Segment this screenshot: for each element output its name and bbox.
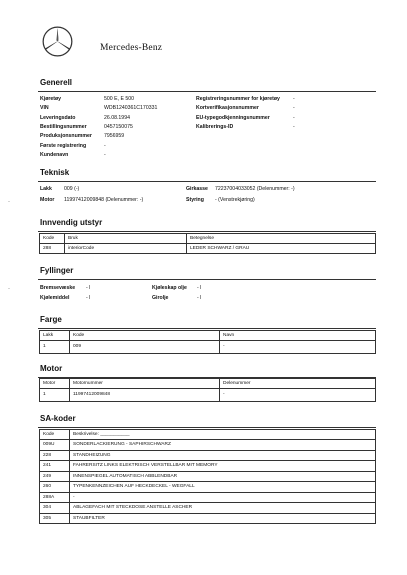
generell-field-value: 7956959 xyxy=(104,133,125,140)
table-header-row xyxy=(40,379,376,389)
table-row xyxy=(40,244,376,254)
table-cell: 1 xyxy=(40,389,70,402)
section-sa-koder xyxy=(38,414,376,428)
table-header-cell: Betegnelse xyxy=(187,234,376,244)
motor-value: 11997412009848 (Delenummer: -) xyxy=(64,197,144,203)
table-header-cell: Beskrivelse: ___________ xyxy=(70,430,376,440)
table-cell: STANDHEIZUNG xyxy=(70,450,376,461)
table-header-row xyxy=(40,430,376,440)
table-cell: 288 xyxy=(40,244,65,254)
table-header-cell: Navn xyxy=(220,331,376,341)
generell-field-value: - xyxy=(104,142,106,149)
kjoleskap-olje-value: - l xyxy=(197,285,202,291)
table-cell: STAUBFILTER xyxy=(70,513,376,524)
section-title: Generell xyxy=(40,78,73,87)
section-title: Motor xyxy=(40,364,63,373)
kjoleskap-olje-label: Kjøleskap olje xyxy=(152,285,187,291)
table-header-cell: Bruk xyxy=(65,234,187,244)
table-cell: 288A xyxy=(40,492,70,503)
brand-name: Mercedes-Benz xyxy=(100,43,163,53)
mercedes-star-logo-icon xyxy=(42,26,73,57)
table-header-cell: Motor xyxy=(40,379,70,389)
table-header-cell: Delenummer xyxy=(220,379,376,389)
table-header-cell: Kode xyxy=(70,331,220,341)
margin-mark: · xyxy=(8,199,10,205)
section-title: SA-koder xyxy=(40,414,76,423)
section-motor xyxy=(38,364,376,378)
table-cell: - xyxy=(220,389,376,402)
generell-field-label: Kortverifikasjonsnummer xyxy=(196,105,259,112)
generell-field-value: 500 E, E 500 xyxy=(104,96,134,102)
table-row xyxy=(40,450,376,461)
generell-field-value: - xyxy=(293,114,295,121)
generell-field-value: 0457150075 xyxy=(104,123,133,130)
girolje-label: Girolje xyxy=(152,295,169,301)
table-header-cell: Motornummer xyxy=(70,379,220,389)
generell-field-label: VIN xyxy=(40,105,49,112)
table-cell: TYPENKENNZEICHEN AUF HECKDECKEL - WEGFALL xyxy=(70,482,376,493)
girkasse-label: Girkasse xyxy=(186,186,208,192)
table-row xyxy=(40,492,376,503)
section-title: Farge xyxy=(40,315,62,324)
generell-field-label: Registreringsnummer for kjøretøy xyxy=(196,96,280,102)
table-cell: 241 xyxy=(40,461,70,472)
section-title: Teknisk xyxy=(40,168,70,177)
table-row xyxy=(40,482,376,493)
sa-koder-table xyxy=(39,429,376,524)
table-row xyxy=(40,471,376,482)
section-title: Innvendig utstyr xyxy=(40,218,103,227)
table-header-cell: Kode xyxy=(40,234,65,244)
styring-label: Styring xyxy=(186,197,204,203)
section-fyllinger xyxy=(38,266,376,280)
table-cell: INNENSPIEGEL AUTOMATISCH ABBLENDBAR xyxy=(70,471,376,482)
margin-mark: · xyxy=(8,286,10,292)
styring-value: - (Venstrekjøring) xyxy=(215,197,255,203)
table-cell: ABLAGEFACH MIT STECKDOSE ANSTELLE ASCHER xyxy=(70,503,376,514)
table-cell: 11997412009848 xyxy=(70,389,220,402)
generell-field-value: WDB1240361C170331 xyxy=(104,105,158,112)
table-row xyxy=(40,513,376,524)
generell-field-label: Produksjonsnummer xyxy=(40,133,92,140)
bremsevaeske-value: - l xyxy=(86,285,91,291)
table-cell: 305 xyxy=(40,513,70,524)
generell-field-value: - xyxy=(104,151,106,158)
generell-field-value: 26.08.1994 xyxy=(104,114,130,121)
generell-field-label: Bestillingsnummer xyxy=(40,123,87,130)
table-header-row xyxy=(40,234,376,244)
innvendig-table xyxy=(39,233,376,254)
table-cell: 249 xyxy=(40,471,70,482)
table-cell: FAHRERSITZ LINKS ELEKTRISCH VERSTELLBAR MIT MEMORY xyxy=(70,461,376,472)
bremsevaeske-label: Bremsevæske xyxy=(40,285,76,291)
table-row xyxy=(40,461,376,472)
table-header-row xyxy=(40,331,376,341)
table-cell: 304 xyxy=(40,503,70,514)
section-farge xyxy=(38,315,376,329)
table-row xyxy=(40,341,376,354)
generell-field-label: Kjøretøy xyxy=(40,96,62,102)
table-row xyxy=(40,503,376,514)
lakk-value: 009 (-) xyxy=(64,186,80,192)
section-generell xyxy=(38,78,376,92)
table-cell: SONDERLACKIERUNG - SAPHIRSCHWARZ xyxy=(70,440,376,451)
motor-table xyxy=(39,378,376,402)
motor-label: Motor xyxy=(40,197,55,203)
table-cell: 009 xyxy=(70,341,220,354)
table-row xyxy=(40,389,376,402)
generell-field-value: - xyxy=(293,96,295,102)
generell-field-value: - xyxy=(293,105,295,112)
table-cell: LEDER SCHWARZ / GRAU xyxy=(187,244,376,254)
section-title: Fyllinger xyxy=(40,266,74,275)
table-cell: 260 xyxy=(40,482,70,493)
generell-field-value: - xyxy=(293,123,295,130)
generell-field-label: Kundenavn xyxy=(40,151,69,158)
generell-field-label: Kalibrerings-ID xyxy=(196,123,234,130)
table-cell: - xyxy=(220,341,376,354)
section-innvendig-utstyr xyxy=(38,218,376,232)
table-cell: 009U xyxy=(40,440,70,451)
table-cell: 228 xyxy=(40,450,70,461)
kjolemiddel-value: - l xyxy=(86,295,91,301)
table-row xyxy=(40,440,376,451)
farge-table xyxy=(39,330,376,354)
section-teknisk xyxy=(38,168,376,182)
girkasse-value: 72237004033052 (Delenummer: -) xyxy=(215,186,295,192)
table-header-cell: Lakk xyxy=(40,331,70,341)
kjolemiddel-label: Kjølemiddel xyxy=(40,295,70,301)
table-cell: - xyxy=(70,492,376,503)
generell-field-label: EU-typegodkjenningsnummer xyxy=(196,114,270,121)
table-cell: interiorCode xyxy=(65,244,187,254)
generell-field-label: Leveringsdato xyxy=(40,114,76,121)
girolje-value: - l xyxy=(197,295,202,301)
lakk-label: Lakk xyxy=(40,186,52,192)
table-cell: 1 xyxy=(40,341,70,354)
table-header-cell: Kode xyxy=(40,430,70,440)
generell-field-label: Første registrering xyxy=(40,142,87,149)
